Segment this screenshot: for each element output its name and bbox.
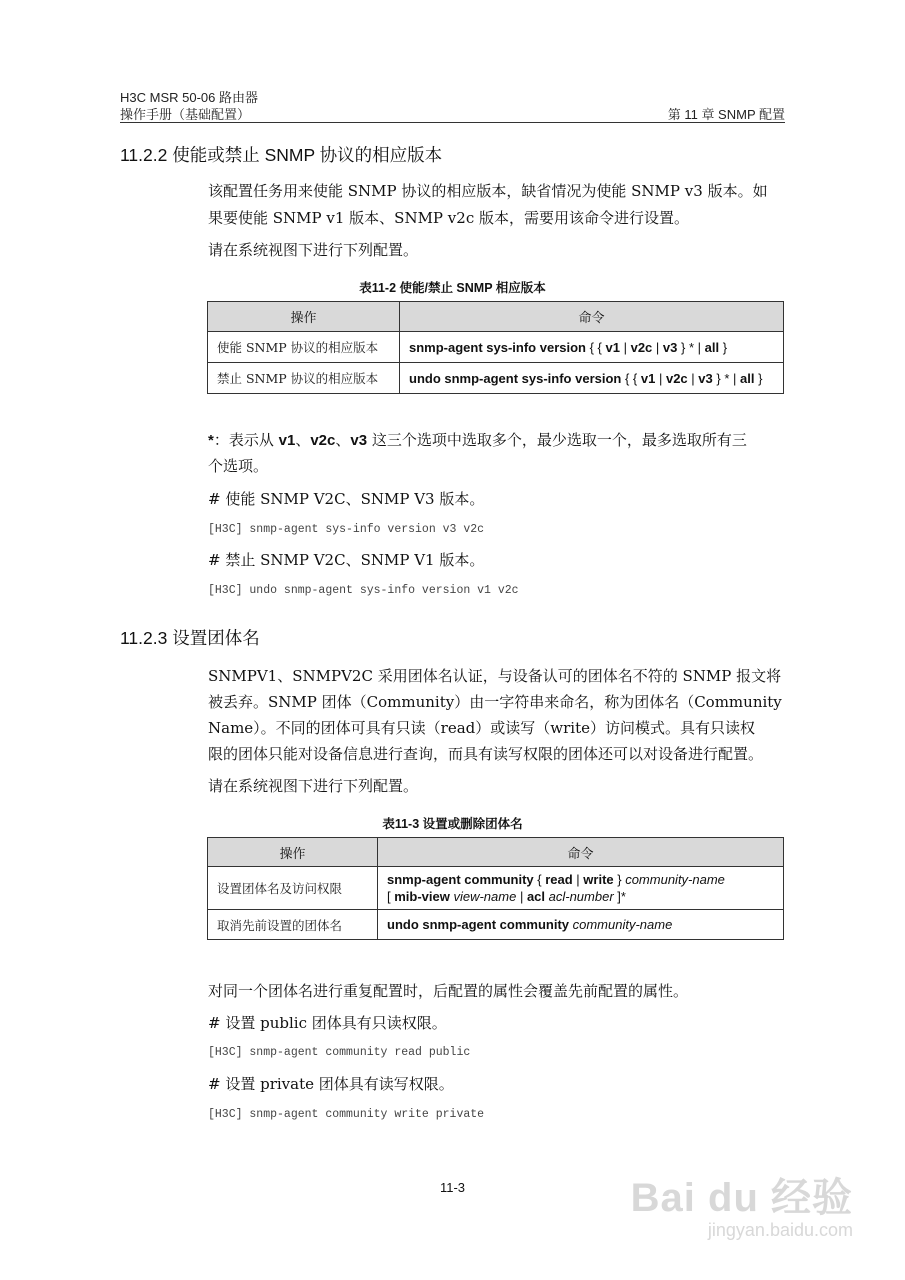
header-manual: 操作手册（基础配置）	[120, 107, 251, 122]
s1-example1-desc: # 使能 SNMP V2C、SNMP V3 版本。	[208, 490, 485, 508]
s1-intro-line1: 该配置任务用来使能 SNMP 协议的相应版本，缺省情况为使能 SNMP v3 版本。如	[208, 182, 768, 200]
s2-example1-desc: # 设置 public 团体具有只读权限。	[208, 1014, 447, 1032]
s2-instruction: 请在系统视图下进行下列配置。	[208, 777, 419, 795]
table-cell-command: undo snmp-agent community community-name	[378, 910, 784, 940]
table-header-command: 命令	[400, 302, 784, 332]
table-header-command: 命令	[378, 838, 784, 867]
s2-para-line4: 限的团体只能对设备信息进行查询，而具有读写权限的团体还可以对设备进行配置。	[208, 745, 764, 763]
table-cell-operation: 取消先前设置的团体名	[208, 910, 378, 940]
table-11-2-caption: 表11-2 使能/禁止 SNMP 相应版本	[359, 281, 546, 295]
section-title-11-2-2: 11.2.2 使能或禁止 SNMP 协议的相应版本	[120, 145, 443, 165]
table-cell-command: snmp-agent sys-info version { { v1 | v2c | v3 } * | all }	[400, 332, 784, 363]
table-cell-command: snmp-agent community { read | write } community-name [ mib-view view-name | acl acl-number ]*	[378, 867, 784, 910]
header-chapter: 第 11 章 SNMP 配置	[667, 107, 785, 122]
table-row	[208, 867, 784, 910]
table-row	[208, 332, 784, 363]
section-title-11-2-3: 11.2.3 设置团体名	[120, 628, 260, 648]
table-cell-command: undo snmp-agent sys-info version { { v1 | v2c | v3 } * | all }	[400, 363, 784, 394]
s1-instruction: 请在系统视图下进行下列配置。	[208, 241, 419, 259]
table-row	[208, 363, 784, 394]
watermark-logo: Bai du 经验	[630, 1176, 853, 1220]
s1-note-line2: 个选项。	[208, 457, 269, 475]
s1-example2-code: [H3C] undo snmp-agent sys-info version v1 v2c	[208, 584, 519, 597]
s2-para-line2: 被丢弃。SNMP 团体（Community）由一字符串来命名，称为团体名（Community	[208, 693, 782, 711]
table-header-operation: 操作	[208, 302, 400, 332]
header-rule	[120, 122, 785, 123]
s2-example2-desc: # 设置 private 团体具有读写权限。	[208, 1075, 454, 1093]
table-11-3	[207, 837, 784, 940]
table-cell-operation: 使能 SNMP 协议的相应版本	[208, 332, 400, 363]
table-cell-operation: 禁止 SNMP 协议的相应版本	[208, 363, 400, 394]
s1-example1-code: [H3C] snmp-agent sys-info version v3 v2c	[208, 523, 485, 536]
table-cell-operation: 设置团体名及访问权限	[208, 867, 378, 910]
s1-note-line1: *：表示从 v1、v2c、v3 这三个选项中选取多个，最少选取一个，最多选取所有三	[208, 431, 747, 449]
watermark-url: jingyan.baidu.com	[707, 1220, 853, 1240]
s2-after-note: 对同一个团体名进行重复配置时，后配置的属性会覆盖先前配置的属性。	[208, 982, 689, 1000]
page-number: 11-3	[439, 1180, 466, 1195]
s1-intro-line2: 果要使能 SNMP v1 版本、SNMP v2c 版本，需要用该命令进行设置。	[208, 209, 689, 227]
s2-para-line3: Name）。不同的团体可具有只读（read）或读写（write）访问模式。具有只读权	[208, 719, 755, 737]
table-header-operation: 操作	[208, 838, 378, 867]
table-row	[208, 910, 784, 940]
s2-example2-code: [H3C] snmp-agent community write private	[208, 1108, 485, 1121]
s1-example2-desc: # 禁止 SNMP V2C、SNMP V1 版本。	[208, 551, 485, 569]
header-product: H3C MSR 50-06 路由器	[120, 90, 258, 105]
table-11-3-caption: 表11-3 设置或删除团体名	[382, 817, 523, 831]
table-11-2	[207, 301, 784, 394]
s2-para-line1: SNMPV1、SNMPV2C 采用团体名认证，与设备认可的团体名不符的 SNMP 报文将	[208, 667, 782, 685]
s2-example1-code: [H3C] snmp-agent community read public	[208, 1046, 471, 1059]
